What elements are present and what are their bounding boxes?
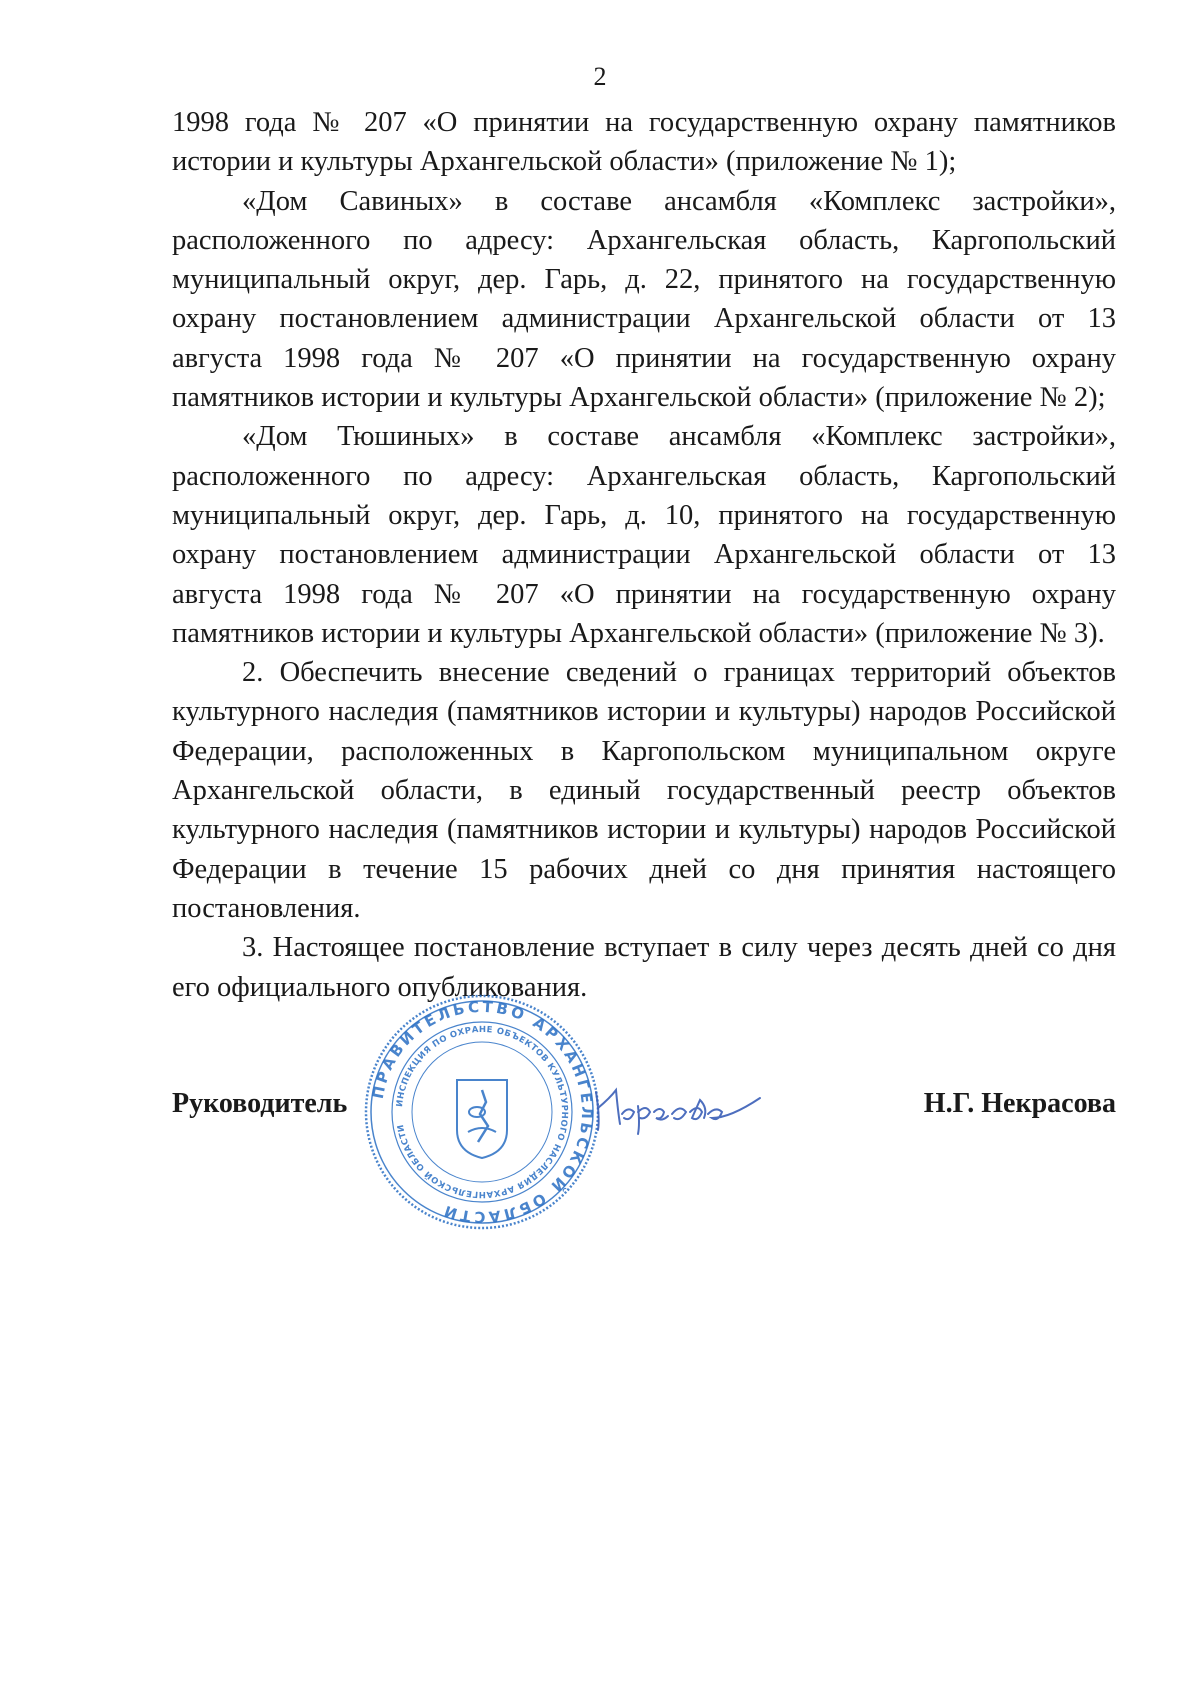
paragraph-item-3: 3. Настоящее постановление вступает в силу через десять дней со дня его официального опубликования.: [172, 932, 1116, 1003]
seal-inner-text: ИНСПЕКЦИЯ ПО ОХРАНЕ ОБЪЕКТОВ КУЛЬТУРНОГО НАСЛЕДИЯ АРХАНГЕЛЬСКОЙ ОБЛАСТИ: [395, 1024, 570, 1200]
paragraph-item-2: 2. Обеспечить внесение сведений о границах территорий объектов культурного наследия (памятников истории и культуры) народов Российской Федерации, расположенных в Каргопольском муниципальном округе Архангельской области, в единый государственный реестр объектов культурного наследия (памятников истории и культуры) народов Российской Федерации в течение 15 рабочих дней со дня принятия настоящего постановления.: [172, 657, 1116, 924]
handwritten-signature: [590, 1078, 770, 1138]
seal-outer-text: ПРАВИТЕЛЬСТВО АРХАНГЕЛЬСКОЙ ОБЛАСТИ: [368, 997, 597, 1227]
document-body: [172, 103, 1116, 1007]
signatory-title: Руководитель: [172, 1088, 348, 1119]
seal-coat-of-arms: [457, 1080, 507, 1158]
signatory-name: Н.Г. Некрасова: [923, 1088, 1116, 1119]
official-seal: [362, 992, 602, 1232]
paragraph-continuation: 1998 года № 207 «О принятии на государственную охрану памятников истории и культуры Архангельской области» (приложение № 1);: [172, 107, 1116, 178]
paragraph-dom-tyushinykh: «Дом Тюшиных» в составе ансамбля «Комплекс застройки», расположенного по адресу: Архангельская область, Каргопольский муниципальный округ, дер. Гарь, д. 10, принятого на государственную охрану постановлением администрации Архангельской области от 13 августа 1998 года № 207 «О принятии на государственную охрану памятников истории и культуры Архангельской области» (приложение № 3).: [172, 421, 1116, 649]
paragraph-dom-savinykh: «Дом Савиных» в составе ансамбля «Комплекс застройки», расположенного по адресу: Архангельская область, Каргопольский муниципальный округ, дер. Гарь, д. 22, принятого на государственную охрану постановлением администрации Архангельской области от 13 августа 1998 года № 207 «О принятии на государственную охрану памятников истории и культуры Архангельской области» (приложение № 2);: [172, 185, 1116, 414]
page-number: 2: [593, 62, 607, 91]
